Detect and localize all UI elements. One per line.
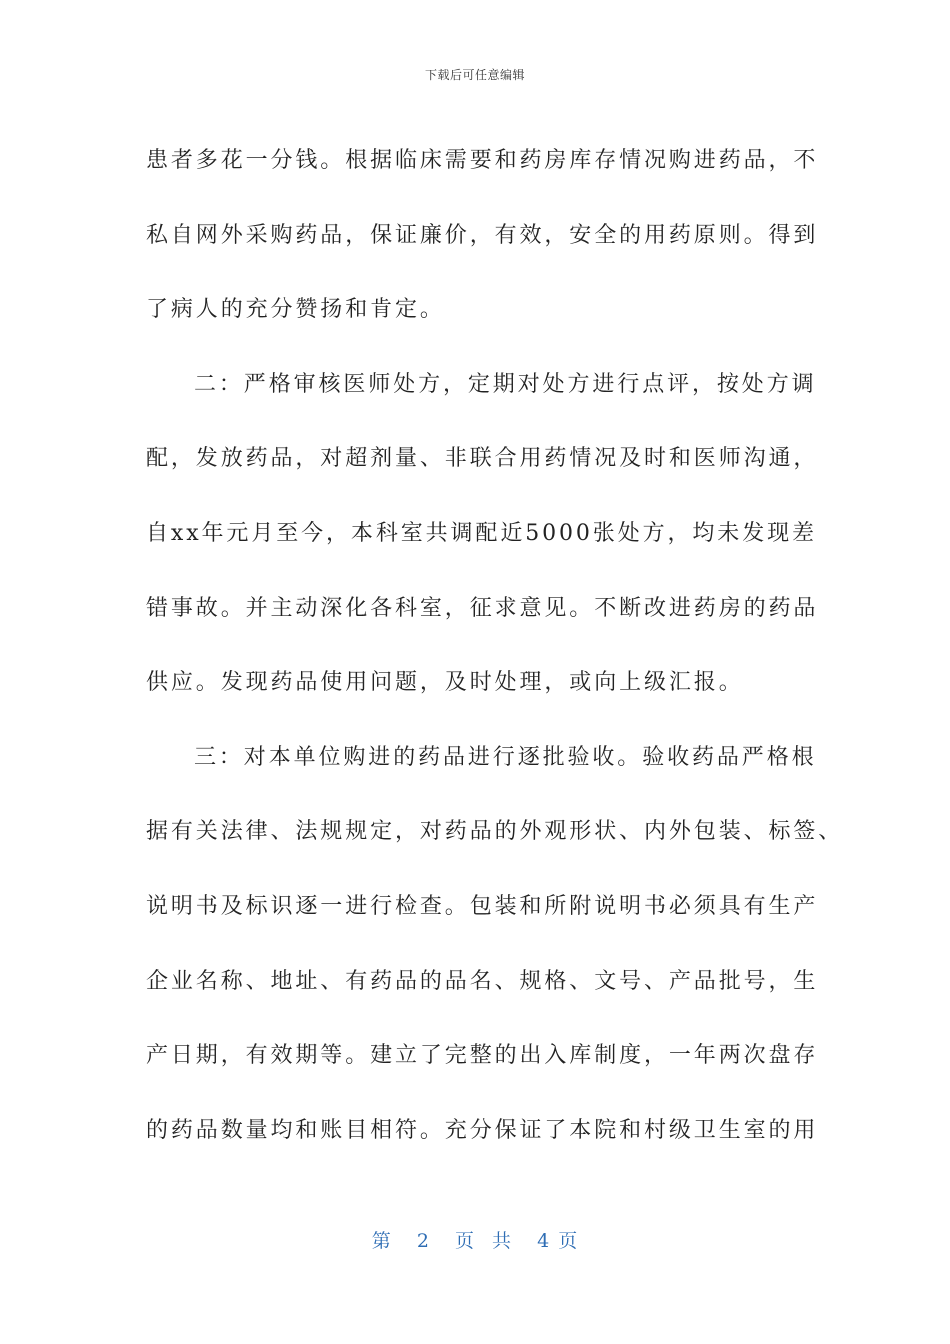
page-number: 2 — [416, 1230, 430, 1252]
paragraph-three-start: 三：对本单位购进的药品进行逐批验收。验收药品严格根 — [194, 744, 817, 770]
total-pages: 4 — [537, 1230, 551, 1252]
body-line: 配，发放药品，对超剂量、非联合用药情况及时和医师沟通， — [146, 446, 819, 472]
body-line: 患者多花一分钱。根据临床需要和药房库存情况购进药品，不 — [146, 148, 819, 173]
page-footer — [0, 1226, 950, 1253]
document-body — [146, 124, 844, 1168]
page-suffix: 页 — [558, 1230, 579, 1252]
page-prefix: 第 — [371, 1230, 392, 1252]
body-line: 企业名称、地址、有药品的品名、规格、文号、产品批号，生 — [146, 968, 819, 994]
body-line: 的药品数量均和账目相符。充分保证了本院和村级卫生室的用 — [146, 1117, 819, 1143]
header-note: 下载后可任意编辑 — [424, 68, 525, 82]
body-line: 产日期，有效期等。建立了完整的出入库制度，一年两次盘存 — [146, 1043, 819, 1069]
body-line: 了病人的充分赞扬和肯定。 — [146, 297, 445, 323]
body-line: 错事故。并主动深化各科室，征求意见。不断改进药房的药品 — [146, 595, 819, 621]
body-line: 自xx年元月至今，本科室共调配近5000张处方，均未发现差 — [146, 520, 817, 546]
body-line: 说明书及标识逐一进行检查。包装和所附说明书必须具有生产 — [146, 893, 819, 919]
body-line: 据有关法律、法规规定，对药品的外观形状、内外包装、标签、 — [146, 819, 844, 845]
paragraph-two-start: 二：严格审核医师处方，定期对处方进行点评，按处方调 — [194, 371, 817, 397]
body-line: 私自网外采购药品，保证廉价，有效，安全的用药原则。得到 — [146, 222, 819, 248]
page-middle: 页 共 — [455, 1230, 513, 1252]
body-line: 供应。发现药品使用问题，及时处理，或向上级汇报。 — [146, 670, 744, 696]
